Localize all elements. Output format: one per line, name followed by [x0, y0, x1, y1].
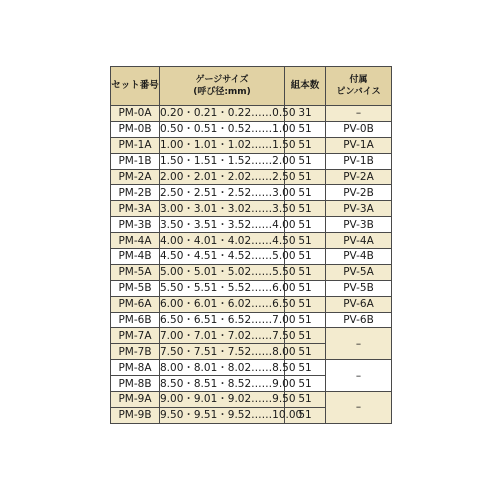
gauge-series: 5.00・5.01・5.02……	[160, 266, 273, 279]
table-row	[111, 392, 392, 408]
pin-vise: PV-6B	[326, 312, 392, 328]
gauge-range	[160, 407, 303, 423]
piece-count: 51	[285, 360, 326, 376]
gauge-range	[160, 280, 296, 296]
set-number: PM-4B	[111, 249, 160, 265]
gauge-set-table	[110, 66, 392, 424]
set-number: PM-9B	[111, 407, 160, 423]
gauge-end: 2.00	[272, 155, 296, 168]
gauge-end: 0.50	[272, 107, 296, 120]
piece-count: 51	[285, 328, 326, 344]
pin-vise: –	[326, 328, 392, 360]
gauge-range	[160, 376, 296, 392]
pin-vise: PV-4A	[326, 233, 392, 249]
piece-count: 51	[285, 376, 326, 392]
set-number: PM-6B	[111, 312, 160, 328]
table-row	[111, 201, 392, 217]
pin-vise: PV-3A	[326, 201, 392, 217]
set-number: PM-5A	[111, 264, 160, 280]
set-number: PM-6A	[111, 296, 160, 312]
gauge-series: 7.00・7.01・7.02……	[160, 329, 273, 342]
gauge-series: 1.00・1.01・1.02……	[160, 139, 273, 152]
table-row	[111, 360, 392, 376]
gauge-range	[160, 344, 296, 360]
table-row	[111, 121, 392, 137]
pin-vise: PV-2A	[326, 169, 392, 185]
piece-count: 51	[285, 392, 326, 408]
pin-vise: PV-1B	[326, 153, 392, 169]
gauge-end: 8.50	[272, 361, 296, 374]
set-number: PM-1A	[111, 137, 160, 153]
gauge-end: 9.50	[272, 393, 296, 406]
set-number: PM-2B	[111, 185, 160, 201]
piece-count: 51	[285, 201, 326, 217]
gauge-end: 7.00	[272, 314, 296, 327]
header-set-no: セット番号	[111, 67, 160, 106]
gauge-end: 1.00	[272, 123, 296, 136]
set-number: PM-7A	[111, 328, 160, 344]
pin-vise: PV-3B	[326, 217, 392, 233]
piece-count: 51	[285, 169, 326, 185]
piece-count: 51	[285, 137, 326, 153]
gauge-end: 9.00	[272, 377, 296, 390]
header-gauge-size: ゲージサイズ (呼び径:mm)	[160, 67, 285, 106]
set-number: PM-8B	[111, 376, 160, 392]
gauge-range	[160, 169, 296, 185]
piece-count: 51	[285, 264, 326, 280]
table-row	[111, 169, 392, 185]
piece-count: 51	[285, 249, 326, 265]
gauge-series: 0.20・0.21・0.22……	[160, 107, 273, 120]
gauge-end: 6.50	[272, 298, 296, 311]
table-row	[111, 280, 392, 296]
set-number: PM-0B	[111, 121, 160, 137]
gauge-end: 4.00	[272, 218, 296, 231]
set-number: PM-3B	[111, 217, 160, 233]
gauge-end: 2.50	[272, 171, 296, 183]
gauge-range	[160, 233, 296, 249]
table-header-row	[111, 67, 392, 106]
gauge-series: 7.50・7.51・7.52……	[160, 345, 273, 358]
pin-vise: PV-6A	[326, 296, 392, 312]
pin-vise: PV-0B	[326, 121, 392, 137]
gauge-range	[160, 121, 296, 137]
piece-count: 51	[285, 312, 326, 328]
gauge-series: 9.50・9.51・9.52……	[160, 409, 273, 422]
gauge-range	[160, 106, 296, 122]
gauge-end: 1.50	[272, 139, 296, 152]
gauge-range	[160, 185, 296, 201]
gauge-series: 5.50・5.51・5.52……	[160, 282, 273, 295]
piece-count: 51	[285, 121, 326, 137]
set-number: PM-5B	[111, 280, 160, 296]
table-row	[111, 153, 392, 169]
gauge-end: 5.00	[272, 250, 296, 263]
gauge-range	[160, 217, 296, 233]
set-number: PM-0A	[111, 106, 160, 122]
gauge-series: 2.50・2.51・2.52……	[160, 186, 273, 199]
gauge-series: 6.50・6.51・6.52……	[160, 314, 273, 327]
piece-count: 51	[285, 217, 326, 233]
piece-count: 51	[285, 233, 326, 249]
table-row	[111, 296, 392, 312]
table-row	[111, 217, 392, 233]
gauge-range	[160, 360, 296, 376]
gauge-range	[160, 249, 296, 265]
gauge-range	[160, 296, 296, 312]
set-number: PM-9A	[111, 392, 160, 408]
pin-vise: PV-5B	[326, 280, 392, 296]
set-number: PM-8A	[111, 360, 160, 376]
gauge-end: 7.50	[272, 329, 296, 342]
set-number: PM-1B	[111, 153, 160, 169]
gauge-series: 8.00・8.01・8.02……	[160, 361, 273, 374]
pin-vise: PV-2B	[326, 185, 392, 201]
table-row	[111, 249, 392, 265]
pin-vise: –	[326, 360, 392, 392]
gauge-end: 6.00	[272, 282, 296, 295]
gauge-series: 6.00・6.01・6.02……	[160, 298, 273, 311]
gauge-range	[160, 392, 296, 408]
gauge-series: 1.50・1.51・1.52……	[160, 155, 273, 168]
table-row	[111, 185, 392, 201]
piece-count: 51	[285, 407, 326, 423]
gauge-range	[160, 264, 296, 280]
gauge-series: 3.50・3.51・3.52……	[160, 218, 273, 231]
gauge-series: 0.50・0.51・0.52……	[160, 123, 273, 136]
pin-vise: PV-4B	[326, 249, 392, 265]
gauge-series: 4.00・4.01・4.02……	[160, 234, 273, 247]
gauge-end: 10.00	[272, 409, 303, 422]
gauge-series: 2.00・2.01・2.02……	[160, 171, 273, 183]
table-row	[111, 328, 392, 344]
gauge-end: 8.00	[272, 345, 296, 358]
table-row	[111, 312, 392, 328]
header-pin-vise: 付属 ピンバイス	[326, 67, 392, 106]
header-count: 組本数	[285, 67, 326, 106]
piece-count: 51	[285, 153, 326, 169]
set-number: PM-4A	[111, 233, 160, 249]
set-number: PM-3A	[111, 201, 160, 217]
gauge-range	[160, 137, 296, 153]
piece-count: 31	[285, 106, 326, 122]
gauge-series: 8.50・8.51・8.52……	[160, 377, 273, 390]
gauge-end: 3.50	[272, 202, 296, 215]
piece-count: 51	[285, 296, 326, 312]
pin-vise: –	[326, 392, 392, 424]
gauge-range	[160, 328, 296, 344]
piece-count: 51	[285, 280, 326, 296]
pin-vise: PV-1A	[326, 137, 392, 153]
table-row	[111, 137, 392, 153]
gauge-range	[160, 153, 296, 169]
set-number: PM-7B	[111, 344, 160, 360]
piece-count: 51	[285, 344, 326, 360]
pin-vise: –	[326, 106, 392, 122]
table-row	[111, 233, 392, 249]
gauge-series: 3.00・3.01・3.02……	[160, 202, 273, 215]
gauge-end: 5.50	[272, 266, 296, 279]
pin-vise: PV-5A	[326, 264, 392, 280]
gauge-series: 9.00・9.01・9.02……	[160, 393, 273, 406]
set-number: PM-2A	[111, 169, 160, 185]
table-row	[111, 264, 392, 280]
gauge-range	[160, 312, 296, 328]
gauge-range	[160, 201, 296, 217]
piece-count: 51	[285, 185, 326, 201]
gauge-end: 3.00	[272, 186, 296, 199]
gauge-series: 4.50・4.51・4.52……	[160, 250, 273, 263]
table-row	[111, 106, 392, 122]
gauge-end: 4.50	[272, 234, 296, 247]
